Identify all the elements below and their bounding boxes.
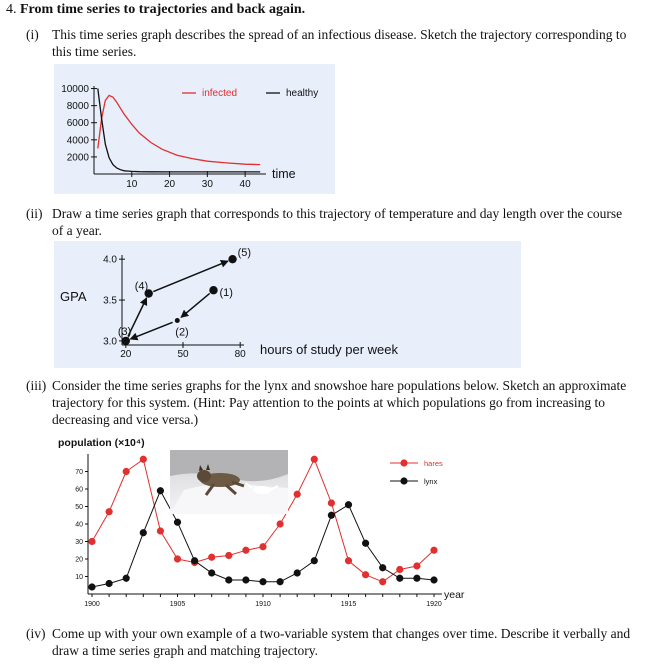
infection-figure (54, 64, 335, 194)
data-point-lynx (208, 569, 215, 576)
y-tick-label: 6000 (66, 118, 89, 130)
y-tick-label: 20 (75, 556, 83, 564)
x-tick-label: 1910 (255, 601, 271, 608)
y-tick-label: 3.5 (103, 295, 117, 307)
y-tick-label: 4000 (66, 135, 89, 147)
data-point-hares (362, 571, 369, 578)
infection-chart (54, 64, 335, 194)
data-point-hares (396, 566, 403, 573)
part-label: (ii) (26, 206, 43, 221)
y-tick-label: 4.0 (103, 254, 117, 266)
gpa-chart (54, 241, 521, 368)
data-point-hares (345, 557, 352, 564)
part-label: (i) (26, 27, 39, 42)
data-point-hares (259, 543, 266, 550)
part-label: (iv) (26, 626, 46, 641)
data-point-hares (294, 491, 301, 498)
part-text-line: decreasing and vice versa.) (52, 412, 199, 427)
x-tick-label: 1920 (426, 601, 442, 608)
data-point-lynx (191, 557, 198, 564)
y-tick-label: 10000 (61, 84, 89, 96)
x-tick-label: 80 (234, 349, 246, 360)
x-axis-label: year (444, 589, 465, 601)
part-label: (iii) (26, 378, 47, 393)
legend-marker-hares (400, 459, 407, 466)
part-text (52, 377, 666, 428)
part-text-line: this time series. (52, 44, 137, 59)
x-tick-label: 20 (120, 349, 132, 360)
x-tick-label: 1905 (169, 601, 186, 608)
data-point-hares (106, 508, 113, 515)
data-point-hares (311, 456, 318, 463)
data-point-lynx (174, 519, 181, 526)
legend-label-infected: infected (202, 88, 238, 99)
trajectory-arrow (181, 293, 210, 317)
x-tick-label: 30 (201, 179, 213, 190)
data-point-lynx (225, 576, 232, 583)
part-text-line: Draw a time series graph that corresponds to this trajectory of temperature and day length over the course (52, 206, 623, 221)
data-point-hares (242, 547, 249, 554)
x-tick-label: 20 (163, 179, 176, 190)
trajectory-arrow (153, 261, 228, 292)
part-text (52, 205, 666, 239)
part-text-line: This time series graph describes the spread of an infectious disease. Sketch the trajectory corresponding to (52, 27, 627, 42)
data-point-lynx (413, 575, 420, 582)
data-point-hares (157, 527, 164, 534)
y-tick-label: 40 (75, 521, 83, 529)
part-text-line: draw a time series graph and matching trajectory. (52, 643, 319, 658)
question-title: From time series to trajectories and back again. (20, 2, 306, 17)
part-ii (26, 205, 666, 239)
part-text-line: Consider the time series graphs for the lynx and snowshoe hare populations below. Sketch an approximate (52, 378, 627, 393)
legend-label-healthy: healthy (286, 88, 319, 99)
data-point-lynx (123, 575, 130, 582)
data-point-lynx (430, 576, 437, 583)
data-point-lynx (328, 512, 335, 519)
data-point-lynx (311, 557, 318, 564)
data-point-hares (379, 578, 386, 585)
data-point-hares (225, 552, 232, 559)
data-point-hares (174, 555, 181, 562)
question-number: 4. (6, 2, 17, 17)
point-label: (4) (134, 280, 149, 293)
lynx-photo-image (170, 450, 288, 514)
data-point-hares (208, 554, 215, 561)
point-label: (1) (219, 287, 233, 300)
part-text-line: of a year. (52, 223, 102, 238)
legend-marker-lynx (400, 477, 407, 484)
y-tick-label: 50 (75, 504, 83, 511)
x-tick-label: 1915 (340, 601, 357, 608)
x-tick-label: 1900 (84, 601, 100, 608)
question-heading (6, 2, 305, 18)
data-point-lynx (362, 540, 369, 547)
y-tick-label: 30 (75, 539, 83, 546)
y-axis-label: GPA (60, 289, 87, 305)
y-tick-label: 3.0 (103, 336, 117, 348)
trajectory-point (228, 255, 236, 263)
trajectory-point (209, 286, 217, 294)
data-point-lynx (242, 576, 249, 583)
data-point-lynx (396, 575, 403, 582)
data-point-lynx (277, 578, 284, 585)
part-i (26, 26, 666, 60)
data-point-lynx (88, 583, 95, 590)
data-point-lynx (157, 487, 164, 494)
chart-title: population (×10⁴) (58, 437, 145, 449)
data-point-hares (123, 468, 130, 475)
part-text-line: Come up with your own example of a two-variable system that changes over time. Describe it verbally and (52, 626, 631, 641)
gpa-figure (54, 241, 521, 368)
y-tick-label: 8000 (66, 101, 89, 113)
x-axis-label: hours of study per week (260, 342, 399, 357)
data-point-hares (430, 547, 437, 554)
part-iv (26, 625, 666, 659)
y-tick-label: 10 (75, 574, 83, 581)
data-point-lynx (379, 564, 386, 571)
legend-label-lynx: lynx (424, 477, 438, 486)
data-point-lynx (294, 569, 301, 576)
x-axis-label: time (272, 167, 296, 181)
part-text-line: trajectory for this system. (Hint: Pay attention to the points at which populations go from increasing to (52, 395, 606, 410)
data-point-hares (413, 562, 420, 569)
data-point-lynx (345, 501, 352, 508)
data-point-hares (88, 538, 95, 545)
legend-label-hares: hares (424, 459, 443, 468)
y-tick-label: 2000 (66, 152, 89, 164)
y-tick-label: 60 (75, 486, 83, 494)
part-text (52, 625, 666, 659)
part-iii (26, 377, 666, 428)
data-point-lynx (259, 578, 266, 585)
point-label: (3) (117, 325, 132, 338)
x-tick-label: 40 (239, 179, 251, 190)
y-tick-label: 70 (75, 469, 83, 476)
data-point-hares (328, 499, 335, 506)
series-line-infected (98, 95, 260, 164)
lynx-photo (170, 450, 288, 514)
data-point-hares (277, 520, 284, 527)
trajectory-point (122, 337, 130, 345)
data-point-hares (140, 456, 147, 463)
x-tick-label: 50 (177, 349, 189, 360)
data-point-lynx (140, 529, 147, 536)
x-tick-label: 10 (126, 179, 138, 190)
series-line-healthy (98, 89, 260, 172)
part-text (52, 26, 666, 60)
trajectory-arrow (130, 322, 172, 339)
data-point-lynx (106, 580, 113, 587)
point-label: (5) (237, 247, 252, 260)
point-label: (2) (175, 326, 189, 339)
trajectory-point (175, 318, 180, 323)
